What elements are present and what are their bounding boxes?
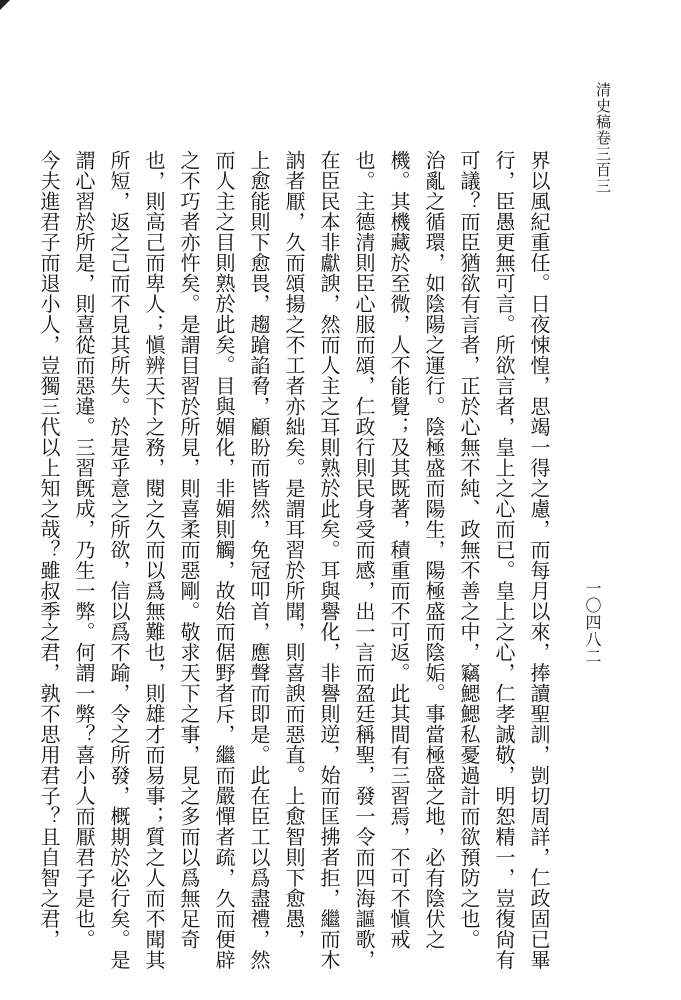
running-title: 清史稿卷三百三 xyxy=(594,82,612,194)
text-column: 機。其機藏於至微，人不能覺；及其既著，積重而不可返。此其間有三習焉，不可不愼戒 xyxy=(387,150,411,950)
page-number: 一〇四八二 xyxy=(583,580,602,665)
text-column: 在臣民本非獻諛，然而人主之耳則熟於此矣。耳與譽化，非譽則逆，始而匡拂者拒，繼而木 xyxy=(317,150,341,970)
text-column: 行，臣愚更無可言。所欲言者，皇上之心而已。皇上之心，仁孝誠敬，明恕精一，豈復尙有 xyxy=(492,150,516,970)
text-column: 也，則高己而卑人；愼辨天下之務，閱之久而以爲無難也，則雄才而易事；質之人而不聞其 xyxy=(142,150,166,970)
text-column: 可議？而臣猶欲有言者，正於心無不純、政無不善之中，竊鰓鰓私憂過計而欲預防之也。 xyxy=(457,150,481,950)
text-column: 謂心習於所是，則喜從而惡違。三習旣成，乃生一弊。何謂一弊？喜小人而厭君子是也。 xyxy=(72,150,96,950)
text-column: 今夫進君子而退小人，豈獨三代以上知之哉？雖叔季之君，孰不思用君子？且自智之君， xyxy=(37,150,61,950)
text-column: 界以風紀重任。日夜悚惶，思竭一得之慮，而每月以來，捧讀聖訓，剴切周詳，仁政固已畢 xyxy=(527,150,551,970)
text-column: 而人主之目則熟於此矣。目與媚化，非媚則觸，故始而倨野者斥，繼而嚴憚者疏，久而便辟 xyxy=(212,150,236,970)
text-column: 也。主德清則臣心服而頌，仁政行則民身受而感，出一言而盈廷稱聖，發一令而四海謳歌， xyxy=(352,150,376,970)
body-text xyxy=(37,150,556,980)
text-column: 治亂之循環，如陰陽之運行。陰極盛而陽生，陽極盛而陰姤。事當極盛之地，必有陰伏之 xyxy=(422,150,446,950)
page-corner-mark xyxy=(0,0,10,10)
text-column: 所短，返之己而不見其所失。於是乎意之所欲，信以爲不踰，令之所發，概期於必行矣。是 xyxy=(107,150,131,970)
text-column: 之不巧者亦忤矣。是謂目習於所見，則喜柔而惡剛。敬求天下之事，見之多而以爲無足奇 xyxy=(177,150,201,950)
text-column: 訥者厭，久而頌揚之不工者亦絀矣。是謂耳習於所聞，則喜諛而惡直。上愈智則下愈愚， xyxy=(282,150,306,950)
text-column: 上愈能則下愈畏，趨蹌諂脅，顧盼而皆然，免冠叩首，應聲而即是。此在臣工以爲盡禮，然 xyxy=(247,150,271,970)
